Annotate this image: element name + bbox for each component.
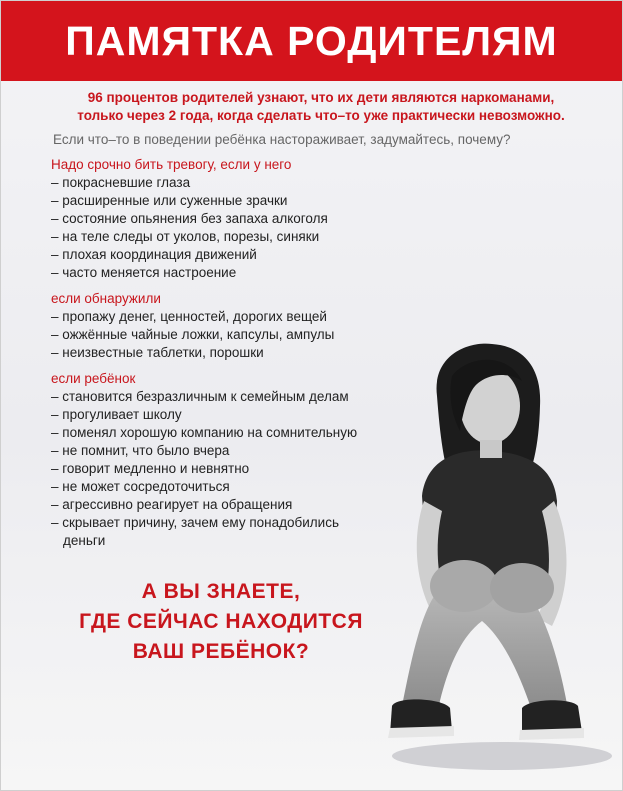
knee: [430, 560, 498, 612]
callout-line: ГДЕ СЕЙЧАС НАХОДИТСЯ: [79, 610, 363, 633]
warning-signs: [51, 156, 411, 558]
page-title: ПАМЯТКА РОДИТЕЛЯМ: [65, 17, 558, 64]
section-findings: [51, 290, 411, 362]
section-symptoms: [51, 156, 411, 282]
section-title: если обнаружили: [51, 291, 161, 306]
callout-line: ВАШ РЕБЁНОК?: [132, 640, 310, 663]
list-item: – скрывает причину, зачем ему понадобились: [51, 514, 411, 532]
list-item: – покрасневшие глаза: [51, 174, 411, 192]
guiding-question: Если что–то в поведении ребёнка настораживает, задумайтесь, почему?: [53, 132, 511, 147]
list-item: – говорит медленно и невнятно: [51, 460, 411, 478]
intro-line: только через 2 года, когда сделать что–то уже практически невозможно.: [77, 108, 565, 123]
callout-question: [61, 577, 381, 667]
section-behavior: [51, 370, 411, 550]
section-title: если ребёнок: [51, 371, 136, 386]
section-title: Надо срочно бить тревогу, если у него: [51, 157, 292, 172]
title-banner: [1, 1, 622, 81]
list-item: – расширенные или суженные зрачки: [51, 192, 411, 210]
list-item: – не помнит, что было вчера: [51, 442, 411, 460]
sneaker-sole: [519, 728, 584, 740]
list-item: – прогуливает школу: [51, 406, 411, 424]
list-item: – не может сосредоточиться: [51, 478, 411, 496]
list-item: – пропажу денег, ценностей, дорогих вещей: [51, 308, 411, 326]
intro-line: 96 процентов родителей узнают, что их дети являются наркоманами,: [87, 90, 555, 105]
list-item: – часто меняется настроение: [51, 264, 411, 282]
list-item: – неизвестные таблетки, порошки: [51, 344, 411, 362]
teen-girl-photo: [382, 336, 612, 776]
callout-line: А ВЫ ЗНАЕТЕ,: [141, 580, 301, 603]
list-item: – ожжённые чайные ложки, капсулы, ампулы: [51, 326, 411, 344]
neck: [480, 440, 502, 458]
floor-shadow: [392, 742, 612, 770]
list-item: – становится безразличным к семейным делам: [51, 388, 411, 406]
knee: [490, 563, 554, 613]
list-item: – плохая координация движений: [51, 246, 411, 264]
intro-statement: [41, 89, 601, 125]
list-item: – на теле следы от уколов, порезы, синяки: [51, 228, 411, 246]
list-item-continuation: деньги: [63, 533, 106, 548]
list-item: – агрессивно реагирует на обращения: [51, 496, 411, 514]
sneaker-sole: [388, 726, 454, 738]
list-item: – поменял хорошую компанию на сомнительную: [51, 424, 411, 442]
list-item: – состояние опьянения без запаха алкоголя: [51, 210, 411, 228]
